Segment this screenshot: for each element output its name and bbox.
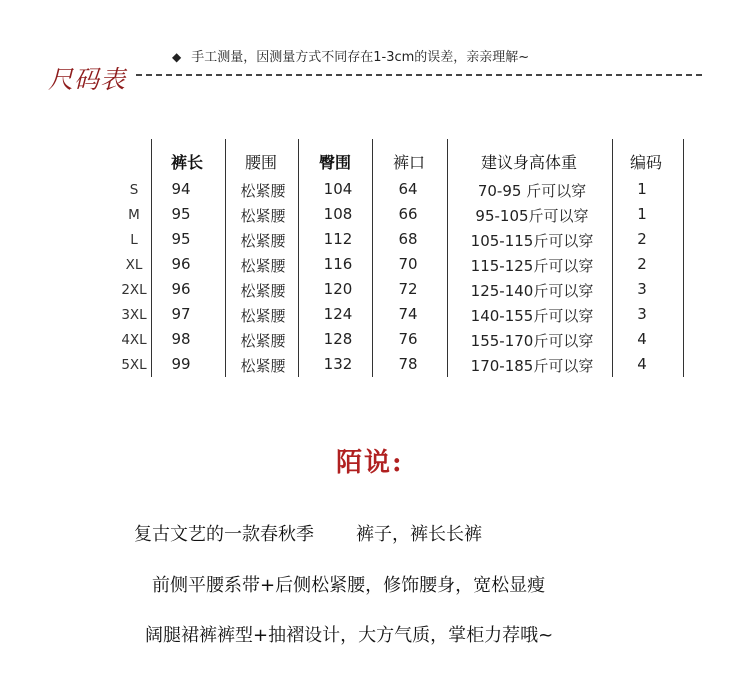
cell-code: 2 [637, 230, 647, 248]
column-divider [298, 139, 299, 377]
column-divider [372, 139, 373, 377]
cell-length: 95 [171, 230, 191, 248]
cell-length: 94 [171, 180, 191, 198]
cell-length: 97 [171, 305, 191, 323]
column-divider [151, 139, 152, 377]
cell-waist: 松紧腰 [240, 207, 286, 225]
cell-length: 99 [171, 355, 191, 373]
header-hem: 裤口 [392, 153, 426, 172]
cell-length: 96 [171, 280, 191, 298]
column-divider [225, 139, 226, 377]
cell-hip: 108 [323, 205, 353, 223]
cell-length: 95 [171, 205, 191, 223]
cell-code: 4 [637, 355, 647, 373]
cell-recommend: 70-95 斤可以穿 [477, 182, 587, 200]
cell-hem: 76 [398, 330, 418, 348]
cell-recommend: 125-140斤可以穿 [470, 282, 594, 300]
dashed-divider [136, 74, 702, 76]
cell-hip: 128 [323, 330, 353, 348]
cell-waist: 松紧腰 [240, 182, 286, 200]
cell-length: 96 [171, 255, 191, 273]
cell-hem: 64 [398, 180, 418, 198]
cell-hip: 104 [323, 180, 353, 198]
cell-waist: 松紧腰 [240, 232, 286, 250]
cell-code: 4 [637, 330, 647, 348]
cell-size: 3XL [121, 307, 147, 323]
note-text: 手工测量，因测量方式不同存在1-3cm的误差，亲亲理解~ [191, 50, 530, 65]
cell-hem: 74 [398, 305, 418, 323]
cell-size: XL [125, 257, 143, 273]
cell-length: 98 [171, 330, 191, 348]
description-line-3: 阔腿裙裤裤型+抽褶设计，大方气质，掌柜力荐哦~ [145, 625, 554, 646]
cell-code: 2 [637, 255, 647, 273]
column-divider [612, 139, 613, 377]
cell-hem: 66 [398, 205, 418, 223]
header-hip: 臀围 [318, 153, 352, 172]
cell-size: 2XL [121, 282, 147, 298]
cell-code: 3 [637, 280, 647, 298]
description-title: 陌说: [336, 448, 404, 478]
column-divider [683, 139, 684, 377]
size-chart-title: 尺码表 [48, 65, 127, 94]
cell-waist: 松紧腰 [240, 307, 286, 325]
description-line-1 [134, 520, 482, 546]
cell-hip: 124 [323, 305, 353, 323]
header-length: 裤长 [170, 153, 204, 172]
description-line-1a: 复古文艺的一款春秋季 [134, 524, 314, 545]
cell-hip: 132 [323, 355, 353, 373]
cell-hip: 120 [323, 280, 353, 298]
cell-size: L [130, 232, 138, 248]
cell-waist: 松紧腰 [240, 357, 286, 375]
cell-recommend: 155-170斤可以穿 [470, 332, 594, 350]
cell-size: 5XL [121, 357, 147, 373]
cell-recommend: 95-105斤可以穿 [475, 207, 589, 225]
cell-code: 1 [637, 205, 647, 223]
description-line-2: 前侧平腰系带+后侧松紧腰，修饰腰身，宽松显瘦 [152, 575, 546, 596]
cell-hem: 78 [398, 355, 418, 373]
cell-hip: 116 [323, 255, 353, 273]
cell-recommend: 115-125斤可以穿 [470, 257, 594, 275]
cell-size: 4XL [121, 332, 147, 348]
cell-recommend: 170-185斤可以穿 [470, 357, 594, 375]
cell-waist: 松紧腰 [240, 332, 286, 350]
cell-hip: 112 [323, 230, 353, 248]
cell-size: S [129, 182, 139, 198]
cell-waist: 松紧腰 [240, 282, 286, 300]
cell-code: 1 [637, 180, 647, 198]
cell-hem: 68 [398, 230, 418, 248]
measurement-note [172, 46, 529, 65]
header-code: 编码 [629, 153, 663, 172]
cell-recommend: 105-115斤可以穿 [470, 232, 594, 250]
cell-size: M [128, 207, 140, 223]
description-line-1b: 裤子，裤长长裤 [356, 524, 482, 545]
header-recommend: 建议身高体重 [480, 153, 578, 172]
cell-hem: 70 [398, 255, 418, 273]
diamond-bullet-icon: ◆ [172, 50, 182, 64]
header-waist: 腰围 [244, 153, 278, 172]
cell-waist: 松紧腰 [240, 257, 286, 275]
cell-hem: 72 [398, 280, 418, 298]
cell-recommend: 140-155斤可以穿 [470, 307, 594, 325]
column-divider [447, 139, 448, 377]
cell-code: 3 [637, 305, 647, 323]
